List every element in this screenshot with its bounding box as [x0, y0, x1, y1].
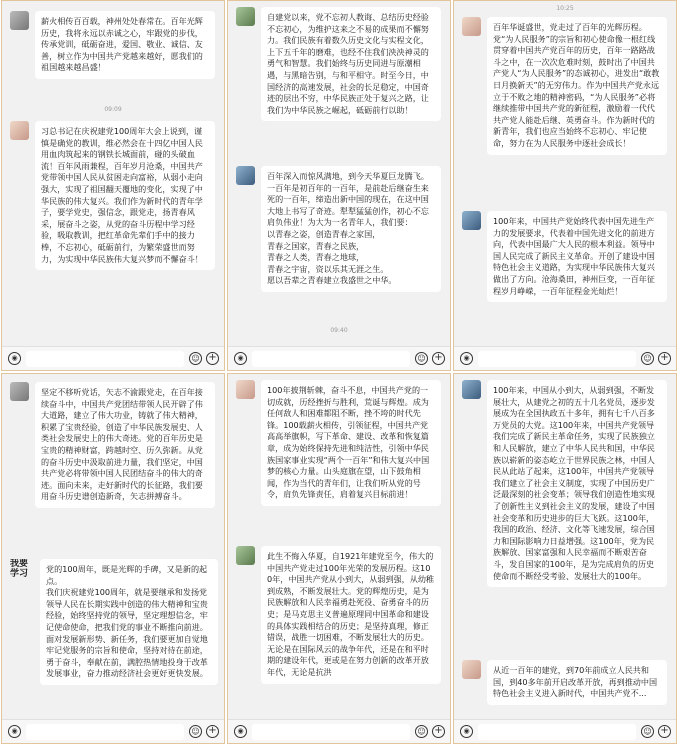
chat-screen-4 — [1, 373, 225, 744]
chat-area[interactable] — [2, 1, 224, 346]
avatar[interactable] — [462, 211, 481, 230]
message-bubble: 此生不悔入华夏，自1921年建党至今，伟大的中国共产党走过100年光荣的发展历程。这100年，中国共产党从小到大，从弱到强，从幼稚到成熟，不断发展壮大。党的辉煌历史，是为民族解放和人民幸福勇赴死役、奋勇奋斗的历史；是马克思主义普遍原理同中国革命和建设的具体实践相结合的历史；是坚持真理，修正错误，战胜一切困难，不断发展壮大的历史。无论是在国际风云的战争年代，还是在和平时期的建设年代，更或是在努力创新的改革开放年代，无论是抗洪 — [261, 546, 441, 684]
message-bubble: 坚定不移听党话，矢志不渝跟党走，在百年接续奋斗中，中国共产党团结带领人民开辟了伟大道路，建立了伟大功业，铸就了伟大精神，积累了宝贵经验，创造了中华民族发展史、人类社会发展史上的伟大奇迹。党的百年历史是宝贵的精神财富，跨越时空、历久弥新。从党的奋斗历史中汲取前进力量，我们坚定，中国共产党必将带领中国人民团结奋斗的伟大的奇迹。面向未来，走好新时代的长征路，我们要用奋斗历史谱创造新奇，矢志拼搏奋斗。 — [35, 382, 215, 508]
chat-input-bar — [454, 719, 676, 743]
message-bubble: 100年披荆斩棘，奋斗不息，中国共产党的一切成就，历经挫折与胜利，荒诞与辉煌。成为任何敌人和困难都阻不断，挫不垮的时代先锋。100载薪火相传，引领征程，中国共产党高高举旗帜，写下革命、建设、改革和恢复篇章，成为始终保持先进和纯洁性，引领中华民族国家事业实现“两个一百年”和伟大复兴中国梦的核心力量。山头庭旗在望，山下鼓角相闻，作为当代的青年们，让我们听从党的号令，肩负先锋责任，肩着复兴目标前进！ — [261, 380, 441, 506]
chat-message — [10, 382, 218, 508]
chat-area[interactable] — [2, 374, 224, 719]
voice-icon[interactable]: ◉ — [460, 352, 473, 365]
chat-area[interactable] — [228, 374, 450, 719]
avatar[interactable] — [236, 380, 255, 399]
chat-message — [236, 166, 444, 292]
message-input[interactable] — [26, 351, 184, 367]
message-bubble: 薪火相传百百载，神州处处春常在。百年光辉历史，我将永远以赤诚之心，牢跟党的步伐，传承党训，砥砺奋进，爱国、敬业、诚信、友善，树立作为中国共产党越来越好，愿我们的祖国越来越昌盛！ — [35, 11, 215, 79]
voice-icon[interactable]: ◉ — [234, 352, 247, 365]
plus-icon[interactable]: + — [658, 725, 671, 738]
chat-area[interactable] — [228, 1, 450, 346]
timestamp: 09:09 — [104, 106, 122, 113]
avatar[interactable] — [10, 121, 29, 140]
timestamp: 09:40 — [330, 327, 348, 334]
voice-icon[interactable]: ◉ — [8, 725, 21, 738]
avatar[interactable] — [462, 380, 481, 399]
chat-input-bar — [454, 346, 676, 370]
chat-area[interactable] — [454, 1, 676, 346]
avatar[interactable] — [236, 166, 255, 185]
message-bubble: 100年来，中国从小到大，从弱到强，不断发展壮大，从建党之初的五十几名党员，逐步发展成为在全国执政五十多年，拥有七千八百多万党员的大党。这100年来，中国共产党领导我们完成了新民主革命任务，实现了民族独立和人民解放，建立了中华人民共和国，中华民族以崭新的姿态屹立于世界民族之林，中国人民从此站了起来，这100年，中国共产党领导我们建立了社会主义制度，实现了中国历史广泛最深刻的社会变革；领导我们创造性地实现了创新性主义到社会主义的发展，建设了中国社会变革和历史进步的巨大飞跃。这100年，我国的政治、经济、文化等飞速发展，综合国力和国际影响力日益增强。这100年，党为民族解放、国家富强和人民幸福而不断艰苦奋斗，发自国家的100年，是为完成肩负的历史使命而不断经受考验、发展壮大的100年。 — [487, 380, 667, 587]
message-input[interactable] — [252, 724, 410, 740]
avatar[interactable] — [462, 660, 481, 679]
chat-message — [10, 559, 220, 685]
chat-area[interactable] — [454, 374, 676, 719]
chat-screen-2 — [227, 0, 451, 371]
chat-message — [236, 7, 444, 121]
chat-message — [462, 660, 670, 705]
voice-icon[interactable]: ◉ — [8, 352, 21, 365]
avatar[interactable]: 我要学习 — [10, 559, 34, 578]
chat-message — [236, 380, 444, 506]
message-bubble: 百年华诞盛世，党走过了百年的光辉历程。党“为人民服务”的宗旨和初心使命像一根红线贯穿着中国共产党百年的历史，百年一路路战斗之中，在一次次危难时刻，鼓时出了中国共产党人“为人民服务”的态诚初心，进发出“敢教日月换新天”的无穷伟力。作为中国共产党永远立于不败之地的精神密码，“为人民服务”必将继续推带中国共产党的新征程，激励着一代代共产党人能赴后继、英勇奋斗。作为新时代的新青年，我们也应当始终不忘初心、牢记使命，努力在为人民服务中逐社会成长！ — [487, 17, 667, 155]
message-bubble: 百年深入而惊风满地，到今天华夏巨龙腾飞。一百年是初百年的一百年，是前赴后继奋生来死的一百年，缔造出新中国的现在，在这中国大地上书写了奇迹。犁犁猛猛创作，初心不忘肩负伟业！为大为一名青年人，我们要： 以青春之姿，创造青春之家国， 青春之国家，青春之民族， 青春之人类，青春之地球， 青春之宇宙，资以乐其无涯之生。 愿以吾辈之青春建立我盛世之中华。 — [261, 166, 441, 292]
avatar[interactable] — [236, 546, 255, 565]
emoji-icon[interactable]: ☺ — [415, 725, 428, 738]
avatar[interactable] — [10, 11, 29, 30]
chat-input-bar — [2, 719, 224, 743]
avatar[interactable] — [236, 7, 255, 26]
avatar[interactable] — [462, 17, 481, 36]
chat-message — [236, 546, 444, 684]
message-bubble: 100年来，中国共产党始终代表中国先进生产力的发展要求，代表着中国先进文化的前进方向，代表中国最广大人民的根本利益。领导中国人民完成了新民主义革命。开创了建设中国特色社会主义道路，为实现中华民族伟大复兴做出了方向。沧海桑田，神州巨变，一百年征程岁月峥嵘，一百年征程金光灿烂！ — [487, 211, 667, 302]
chat-input-bar — [2, 346, 224, 370]
message-bubble: 从近一百年的建党，到70年前成立人民共和国，到40多年前开启改革开放，再到推动中国特色社会主义进入新时代，中国共产党不... — [487, 660, 667, 705]
plus-icon[interactable]: + — [658, 352, 671, 365]
avatar[interactable] — [10, 382, 29, 401]
chat-screen-5 — [227, 373, 451, 744]
message-input[interactable] — [478, 351, 636, 367]
emoji-icon[interactable]: ☺ — [189, 725, 202, 738]
voice-icon[interactable]: ◉ — [460, 725, 473, 738]
message-bubble: 自建党以来，党不忘初人教诲、总结历史经验不忘初心，为维护这来之不易的成果而不懈努力。我们民族有着数久历史文化与实程文化，上下五千年的磨难，也经不住我们泱泱神灵的勇气和智慧。我们始终与历史同进与原潮相遇，与黑暗告别，与和平相守。时至今日，中国经济的高速发展，社会的长足稳定，中国奇迹的层出不穷，中华民族正处于复兴之路，让我们为中华民族之崛起，砥砺前行以助！ — [261, 7, 441, 121]
chat-input-bar — [228, 346, 450, 370]
plus-icon[interactable]: + — [206, 725, 219, 738]
chat-screen-3 — [453, 0, 677, 371]
emoji-icon[interactable]: ☺ — [641, 725, 654, 738]
chat-message — [462, 211, 670, 302]
chat-screen-1 — [1, 0, 225, 371]
message-bubble: 党的100周年，既是光辉的手碑，又是新的起点。 我们庆祝建党100周年，就是要继承和发扬党领导人民在长期实践中创造的伟大精神和宝贵经验，始终坚持党的领导，坚定理想信念，牢记使命使命，把我们党的事业不断推向前进。面对发展新形势、新任务，我们要更加自觉地牢记党服务的宗旨和使命，坚持对待在前途，勇于奋斗，奉献在前，满腔热情地投身于改革发展事业，奋力推动经济社会更好更快发展。 — [40, 559, 218, 685]
status-time: 10:25 — [556, 5, 574, 12]
chat-screen-6 — [453, 373, 677, 744]
message-input[interactable] — [26, 724, 184, 740]
emoji-icon[interactable]: ☺ — [415, 352, 428, 365]
chat-message — [10, 121, 218, 270]
message-bubble: 习总书记在庆祝建党100周年大会上说到，谨慎是确党的教训，维必然会在十四亿中国人民用血肉筑起来的钢铁长城面前，碰的头破血流！百年风雨兼程，百年岁月沧桑，中国共产党带领中国人民从贫困走向富裕，从弱小走向强大，实现了祖国翻天覆地的变化，实现了中华民族的伟大复兴。我们作为新时代的青年学子，要学党史，强信念，跟党走，扬青春风采，展奋斗之姿，从党的奋斗历程中学习经验，吸取教训，把红革命先辈们手中的接力棒，不忘初心，砥砺前行，为繁荣盛世而努力，为实现中华民族伟大复兴梦而不懈奋斗！ — [35, 121, 215, 270]
plus-icon[interactable]: + — [432, 352, 445, 365]
message-input[interactable] — [252, 351, 410, 367]
emoji-icon[interactable]: ☺ — [189, 352, 202, 365]
plus-icon[interactable]: + — [206, 352, 219, 365]
chat-message — [462, 17, 670, 155]
voice-icon[interactable]: ◉ — [234, 725, 247, 738]
plus-icon[interactable]: + — [432, 725, 445, 738]
chat-message — [462, 380, 670, 587]
message-input[interactable] — [478, 724, 636, 740]
chat-input-bar — [228, 719, 450, 743]
chat-message — [10, 11, 218, 79]
emoji-icon[interactable]: ☺ — [641, 352, 654, 365]
